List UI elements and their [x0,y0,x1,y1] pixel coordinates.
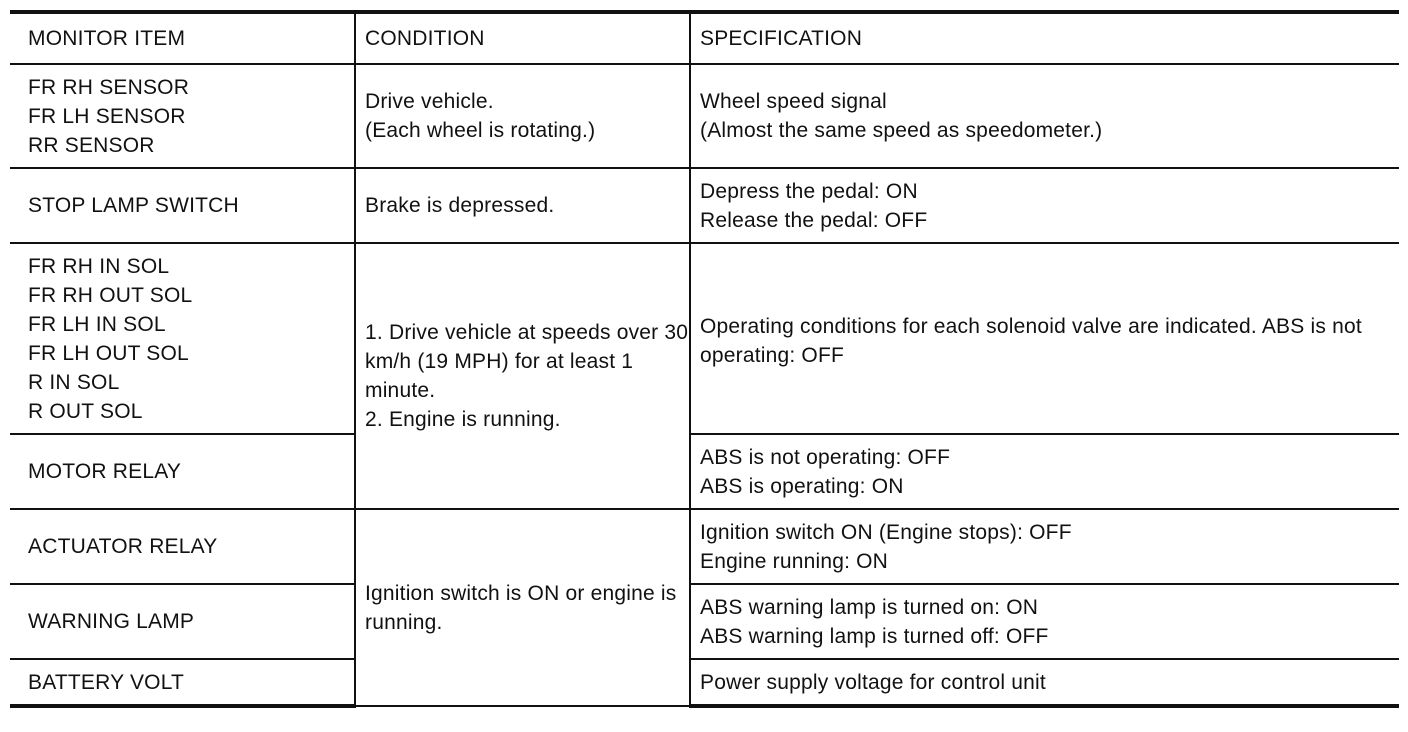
condition-cell: Drive vehicle. (Each wheel is rotating.) [355,64,690,168]
condition-cell: Brake is depressed. [355,168,690,243]
specification-cell: Power supply voltage for control unit [690,659,1399,706]
table-row [10,168,1399,243]
monitor-item-cell: STOP LAMP SWITCH [10,168,355,243]
monitor-item-cell: BATTERY VOLT [10,659,355,706]
monitor-item-cell: ACTUATOR RELAY [10,509,355,584]
monitor-item-cell: MOTOR RELAY [10,434,355,509]
header-specification: SPECIFICATION [690,12,1399,64]
specification-cell: ABS warning lamp is turned on: ON ABS warning lamp is turned off: OFF [690,584,1399,659]
header-condition: CONDITION [355,12,690,64]
table-row [10,659,1399,706]
monitor-spec-table [10,10,1399,708]
table-row [10,243,1399,434]
header-monitor-item: MONITOR ITEM [10,12,355,64]
header-row [10,12,1399,64]
monitor-item-cell: FR RH SENSOR FR LH SENSOR RR SENSOR [10,64,355,168]
table-row [10,434,1399,509]
specification-cell: Wheel speed signal (Almost the same speed as speedometer.) [690,64,1399,168]
specification-cell: Operating conditions for each solenoid valve are indicated. ABS is not operating: OFF [690,243,1399,434]
table-header [10,12,1399,64]
specification-cell: ABS is not operating: OFF ABS is operating: ON [690,434,1399,509]
table-row [10,509,1399,584]
specification-cell: Ignition switch ON (Engine stops): OFF Engine running: ON [690,509,1399,584]
condition-cell: 1. Drive vehicle at speeds over 30 km/h (19 MPH) for at least 1 minute. 2. Engine is running. [355,243,690,509]
specification-cell: Depress the pedal: ON Release the pedal: OFF [690,168,1399,243]
table-row [10,64,1399,168]
monitor-item-cell: WARNING LAMP [10,584,355,659]
table-body [10,64,1399,706]
monitor-item-cell: FR RH IN SOL FR RH OUT SOL FR LH IN SOL FR LH OUT SOL R IN SOL R OUT SOL [10,243,355,434]
table-row [10,584,1399,659]
condition-cell: Ignition switch is ON or engine is running. [355,509,690,706]
